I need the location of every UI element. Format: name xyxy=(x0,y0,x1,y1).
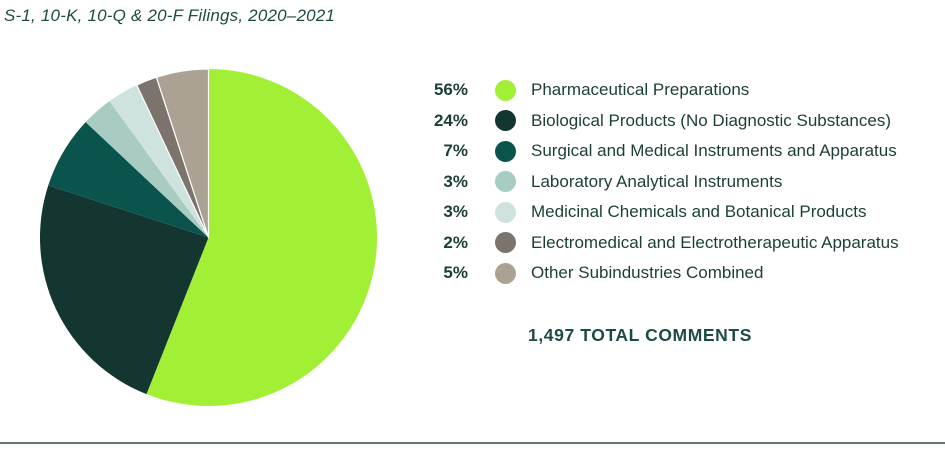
legend-percent: 3% xyxy=(443,171,468,191)
total-comments: 1,497 TOTAL COMMENTS xyxy=(528,325,752,345)
legend-item xyxy=(420,197,899,228)
legend-label: Laboratory Analytical Instruments xyxy=(531,171,783,191)
legend-label: Biological Products (No Diagnostic Substances) xyxy=(531,110,892,130)
legend-percent: 5% xyxy=(443,263,468,283)
legend-item xyxy=(420,106,899,137)
legend-percent: 2% xyxy=(443,232,468,252)
legend-label: Other Subindustries Combined xyxy=(531,263,764,283)
chart-title: S-1, 10-K, 10-Q & 20-F Filings, 2020–2021 xyxy=(4,6,336,25)
legend-swatch-icon xyxy=(495,80,516,101)
bottom-divider xyxy=(0,442,945,444)
legend-label: Surgical and Medical Instruments and Apparatus xyxy=(531,141,897,161)
legend-item xyxy=(420,167,899,198)
legend-swatch-icon xyxy=(495,141,516,162)
pie-chart xyxy=(38,67,379,408)
legend-swatch-icon xyxy=(495,263,516,284)
legend-percent: 3% xyxy=(443,202,468,222)
legend-percent: 56% xyxy=(433,80,468,100)
legend-swatch-icon xyxy=(495,232,516,253)
legend-swatch-icon xyxy=(495,171,516,192)
legend-percent: 7% xyxy=(443,141,468,161)
legend-item xyxy=(420,136,899,167)
legend-label: Pharmaceutical Preparations xyxy=(531,80,750,100)
legend-swatch-icon xyxy=(495,110,516,131)
legend-percent: 24% xyxy=(433,110,468,130)
pie-svg xyxy=(38,67,379,408)
legend-item xyxy=(420,75,899,106)
legend xyxy=(420,75,899,289)
legend-item xyxy=(420,228,899,259)
legend-swatch-icon xyxy=(495,202,516,223)
legend-item xyxy=(420,258,899,289)
legend-label: Medicinal Chemicals and Botanical Products xyxy=(531,202,867,222)
legend-label: Electromedical and Electrotherapeutic Apparatus xyxy=(531,232,899,252)
